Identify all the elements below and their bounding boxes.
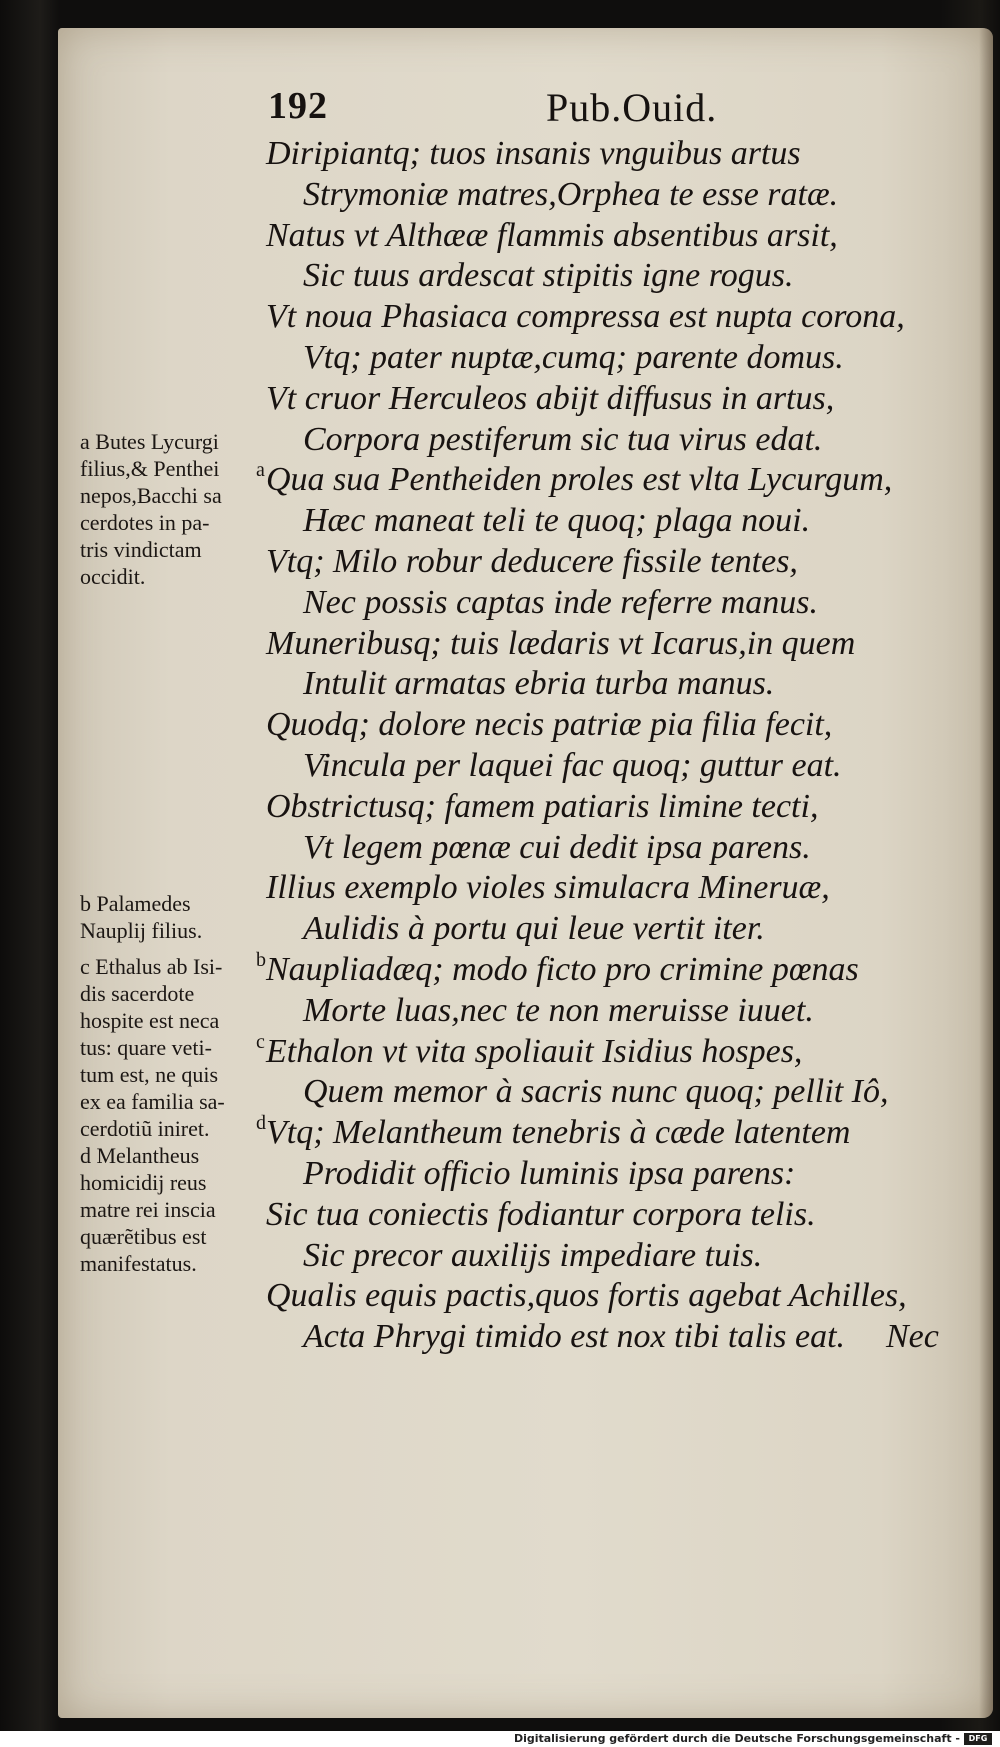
verse-line [58,1316,993,1358]
verse-text: Quem memor à sacris nunc quoq; pellit Iô, [303,1073,889,1111]
footnote-marker: a [256,459,265,482]
marginal-note-c-d [80,953,270,1277]
verse-text: Vtq; pater nuptæ,cumq; parente domus. [303,339,844,376]
verse-text: Vt noua Phasiaca compressa est nupta corona, [266,298,905,336]
note-line: hospite est neca [80,1008,220,1033]
verse-text: Acta Phrygi timido est nox tibi talis eat. [303,1318,846,1356]
note-line: c Ethalus ab Isi- [80,954,223,979]
note-line: manifestatus. [80,1251,197,1276]
verse-text: Obstrictusq; famem patiaris limine tecti, [266,787,819,825]
note-line: tris vindictam [80,537,202,562]
verse-line [58,133,993,175]
note-line: tus: quare veti- [80,1035,212,1060]
verse-text: Diripiantq; tuos insanis vnguibus artus [266,135,801,172]
note-line: filius,& Penthei [80,456,220,481]
footnote-marker: c [256,1030,265,1053]
note-line: homicidij reus [80,1170,207,1195]
note-line: quærẽtibus est [80,1224,207,1249]
verse-line [58,255,993,297]
verse-line [58,337,993,379]
digitization-credit: Digitalisierung gefördert durch die Deutsche Forschungsgemeinschaft - [513,1732,960,1745]
verse-text: Illius exemplo violes simulacra Mineruæ, [266,869,830,907]
note-line: b Palamedes [80,891,191,916]
verse-text: Aulidis à portu qui leue vertit iter. [303,910,765,948]
verse-line [58,786,993,828]
verse-line [58,623,993,665]
verse-text: Nec possis captas inde referre manus. [303,583,818,621]
verse-text: Sic tua coniectis fodiantur corpora telis. [266,1195,816,1233]
verse-line [58,215,993,257]
digitization-credit-bar [0,1731,1000,1747]
note-line: matre rei inscia [80,1197,216,1222]
verse-text: Intulit armatas ebria turba manus. [303,665,775,703]
book-page [58,28,993,1718]
catchword: Nec [886,1318,939,1355]
verse-text: Quodq; dolore necis patriæ pia filia fecit, [266,706,833,744]
page-header [58,84,993,134]
marginal-note-b [80,890,270,944]
verse-text: Qualis equis pactis,quos fortis agebat Achilles, [266,1277,907,1315]
verse-text: Naupliadæq; modo ficto pro crimine pœnas [266,951,859,988]
verse-text: Natus vt Althææ flammis absentibus arsit, [266,216,838,254]
verse-text: Morte luas,nec te non meruisse iuuet. [303,991,814,1029]
verse-text: Qua sua Pentheiden proles est vlta Lycurgum, [266,461,893,499]
verse-line [58,745,993,787]
note-line: dis sacerdote [80,981,195,1006]
verse-line [58,378,993,420]
verse-text: Vt cruor Herculeos abijt diffusus in artus, [266,379,835,417]
verse-text: Prodidit officio luminis ipsa parens: [303,1155,796,1192]
verse-line [58,1275,993,1317]
note-line: occidit. [80,564,146,589]
note-line: tum est, ne quis [80,1062,219,1087]
footnote-marker: b [256,949,266,971]
note-line: a Butes Lycurgi [80,429,219,454]
verse-text: Muneribusq; tuis lædaris vt Icarus,in quem [266,624,856,662]
note-line: cerdotiũ iniret. [80,1116,210,1141]
note-line: d Melantheus [80,1143,200,1168]
verse-text: Vt legem pœnæ cui dedit ipsa parens. [303,828,811,866]
verse-line [58,174,993,216]
running-title: Pub.Ouid. [546,85,718,130]
verse-text: Ethalon vt vita spoliauit Isidius hospes, [266,1032,803,1070]
note-line: ex ea familia sa- [80,1089,225,1114]
verse-text: Vtq; Milo robur deducere fissile tentes, [266,543,798,580]
page-number: 192 [268,85,328,127]
verse-text: Vtq; Melantheum tenebris à cæde latentem [266,1114,851,1152]
verse-text: Sic precor auxilijs impediare tuis. [303,1236,763,1274]
verse-text: Vincula per laquei fac quoq; guttur eat. [303,747,842,784]
verse-text: Sic tuus ardescat stipitis igne rogus. [303,257,794,295]
verse-line [58,827,993,869]
marginal-note-a [80,428,270,590]
verse-text: Corpora pestiferum sic tua virus edat. [303,420,823,458]
note-line: cerdotes in pa- [80,510,210,535]
verse-line [58,296,993,338]
verse-line [58,663,993,705]
verse-text: Hæc maneat teli te quoq; plaga noui. [303,502,811,540]
verse-line [58,704,993,746]
verse-text: Strymoniæ matres,Orphea te esse ratæ. [303,175,839,213]
dfg-logo-icon: DFG [964,1733,992,1745]
note-line: Nauplij filius. [80,918,203,943]
footnote-marker: d [256,1112,266,1135]
note-line: nepos,Bacchi sa [80,483,222,508]
